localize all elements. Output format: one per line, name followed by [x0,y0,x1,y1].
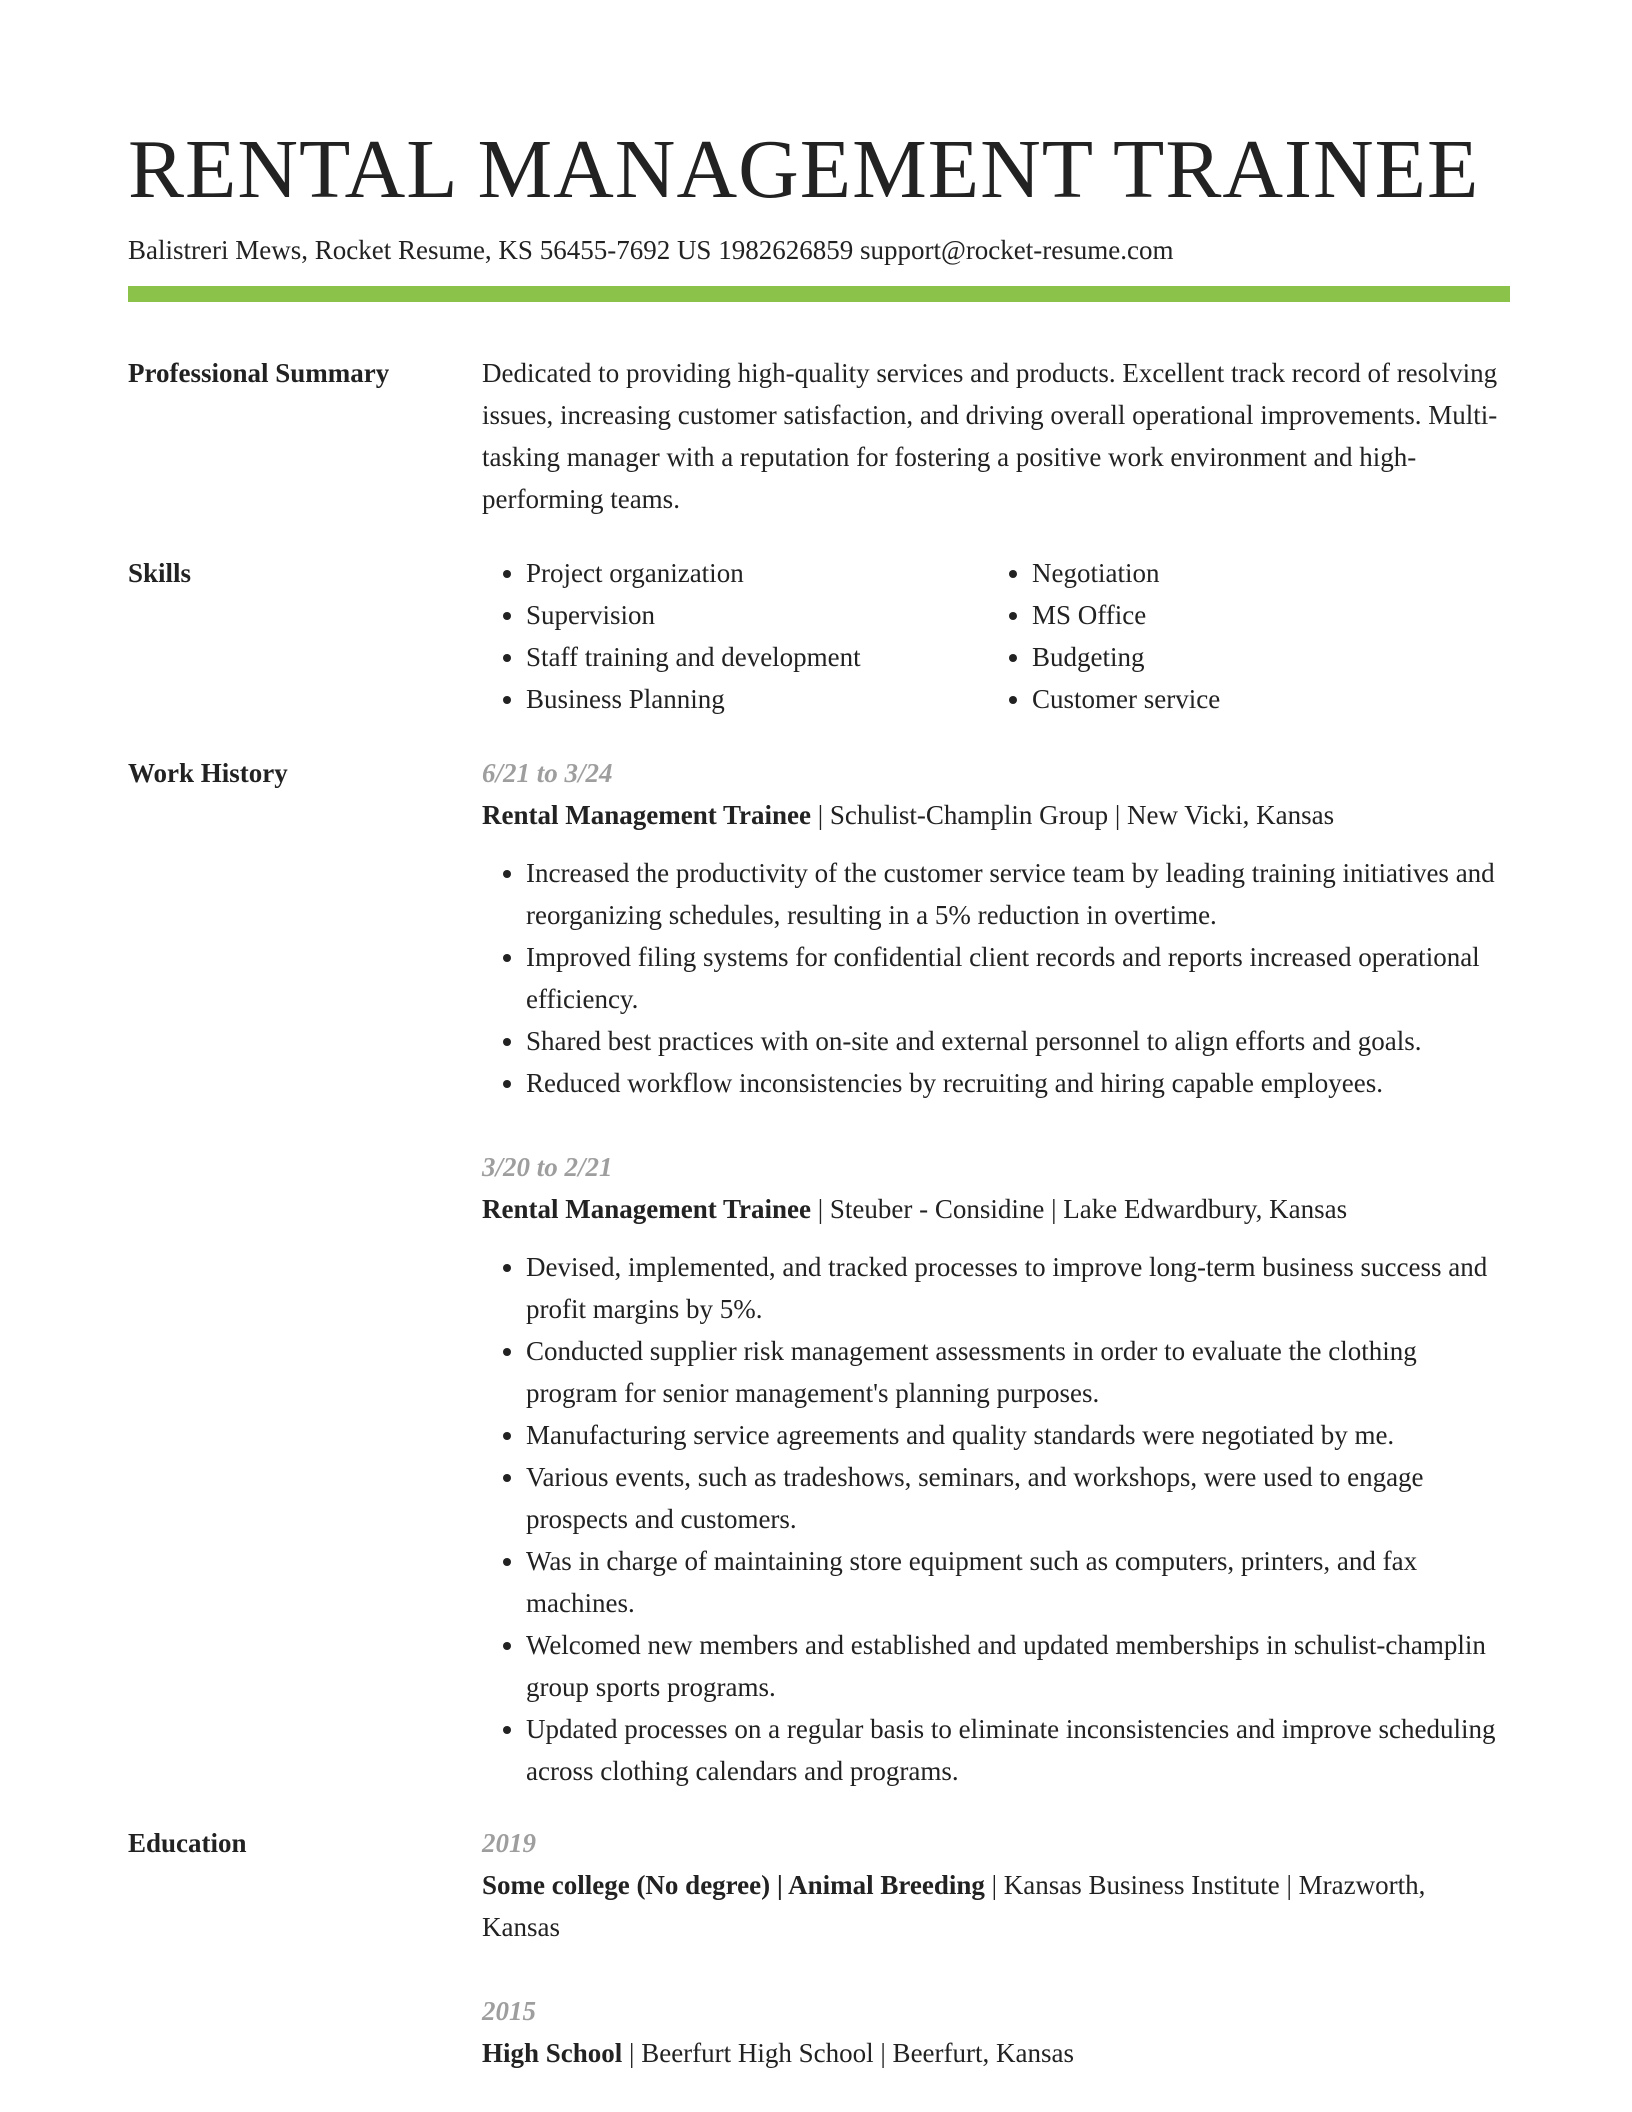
job-entry [482,752,1510,1104]
job-date: 6/21 to 3/24 [482,758,613,788]
skill-item: • Project organization [526,552,988,594]
job-bullet: • Devised, implemented, and tracked processes to improve long-term business success and profit margins by 5%. [526,1246,1510,1330]
education-date: 2019 [482,1828,536,1858]
job-title: Rental Management Trainee [482,1194,811,1224]
education-heading [482,1864,1510,1948]
contact-address: Balistreri Mews, Rocket Resume, KS 56455-7692 US [128,235,712,265]
job-bullets [482,852,1510,1104]
summary-section [128,352,1510,520]
job-bullet: • Shared best practices with on-site and external personnel to align efforts and goals. [526,1020,1510,1062]
job-bullet: • Manufacturing service agreements and quality standards were negotiated by me. [526,1414,1510,1456]
resume-title: RENTAL MANAGEMENT TRAINEE [128,123,1480,216]
education-details: | Kansas Business Institute | Mrazworth, Kansas [482,1870,1426,1942]
education-section [128,1822,1510,2074]
section-label-education: Education [128,1828,247,1858]
education-details: | Beerfurt High School | Beerfurt, Kansas [622,2038,1074,2068]
job-bullet: • Conducted supplier risk management assessments in order to evaluate the clothing program for senior management's planning purposes. [526,1330,1510,1414]
skill-item: • Customer service [1032,678,1494,720]
skill-item: • Negotiation [1032,552,1494,594]
job-bullets [482,1246,1510,1792]
header-divider [128,286,1510,302]
job-bullet: • Improved filing systems for confidential client records and reports increased operational efficiency. [526,936,1510,1020]
work-history-section [128,752,1510,1792]
job-bullet: • Updated processes on a regular basis to eliminate inconsistencies and improve scheduling across clothing calendars and programs. [526,1708,1510,1792]
job-bullet: • Was in charge of maintaining store equipment such as computers, printers, and fax machines. [526,1540,1510,1624]
education-entry [482,1822,1510,1948]
skill-item: • Supervision [526,594,988,636]
job-bullet: • Welcomed new members and established and updated memberships in schulist-champlin group sports programs. [526,1624,1510,1708]
section-label-summary: Professional Summary [128,358,390,388]
job-heading [482,1188,1510,1230]
resume-page [128,120,1510,2074]
education-degree: Some college (No degree) | Animal Breeding [482,1870,985,1900]
education-degree: High School [482,2038,623,2068]
education-heading [482,2032,1510,2074]
job-date: 3/20 to 2/21 [482,1152,613,1182]
job-bullet: • Various events, such as tradeshows, seminars, and workshops, were used to engage prospects and customers. [526,1456,1510,1540]
education-entry [482,1990,1510,2074]
job-bullet: • Reduced workflow inconsistencies by recruiting and hiring capable employees. [526,1062,1510,1104]
job-entry [482,1146,1510,1792]
contact-phone: 1982626859 [718,235,854,265]
education-date: 2015 [482,1996,536,2026]
skill-item: • Staff training and development [526,636,988,678]
job-bullet: • Increased the productivity of the customer service team by leading training initiatives and reorganizing schedules, resulting in a 5% reduction in overtime. [526,852,1510,936]
skill-item: • Budgeting [1032,636,1494,678]
skill-item: • Business Planning [526,678,988,720]
section-label-work: Work History [128,758,288,788]
skills-list-left [482,552,988,720]
job-title: Rental Management Trainee [482,800,811,830]
skill-item: • MS Office [1032,594,1494,636]
contact-line [128,230,1510,270]
skills-section [128,552,1510,720]
section-label-skills: Skills [128,558,192,588]
skills-list-right [988,552,1494,720]
job-details: | Schulist-Champlin Group | New Vicki, Kansas [810,800,1335,830]
summary-text: Dedicated to providing high-quality services and products. Excellent track record of resolving issues, increasing customer satisfaction, and driving overall operational improvements. Multi-tasking manager with a reputation for fostering a positive work environment and high-performing teams. [482,358,1498,514]
job-heading [482,794,1510,836]
job-details: | Steuber - Considine | Lake Edwardbury, Kansas [810,1194,1348,1224]
contact-email: support@rocket-resume.com [859,235,1174,265]
